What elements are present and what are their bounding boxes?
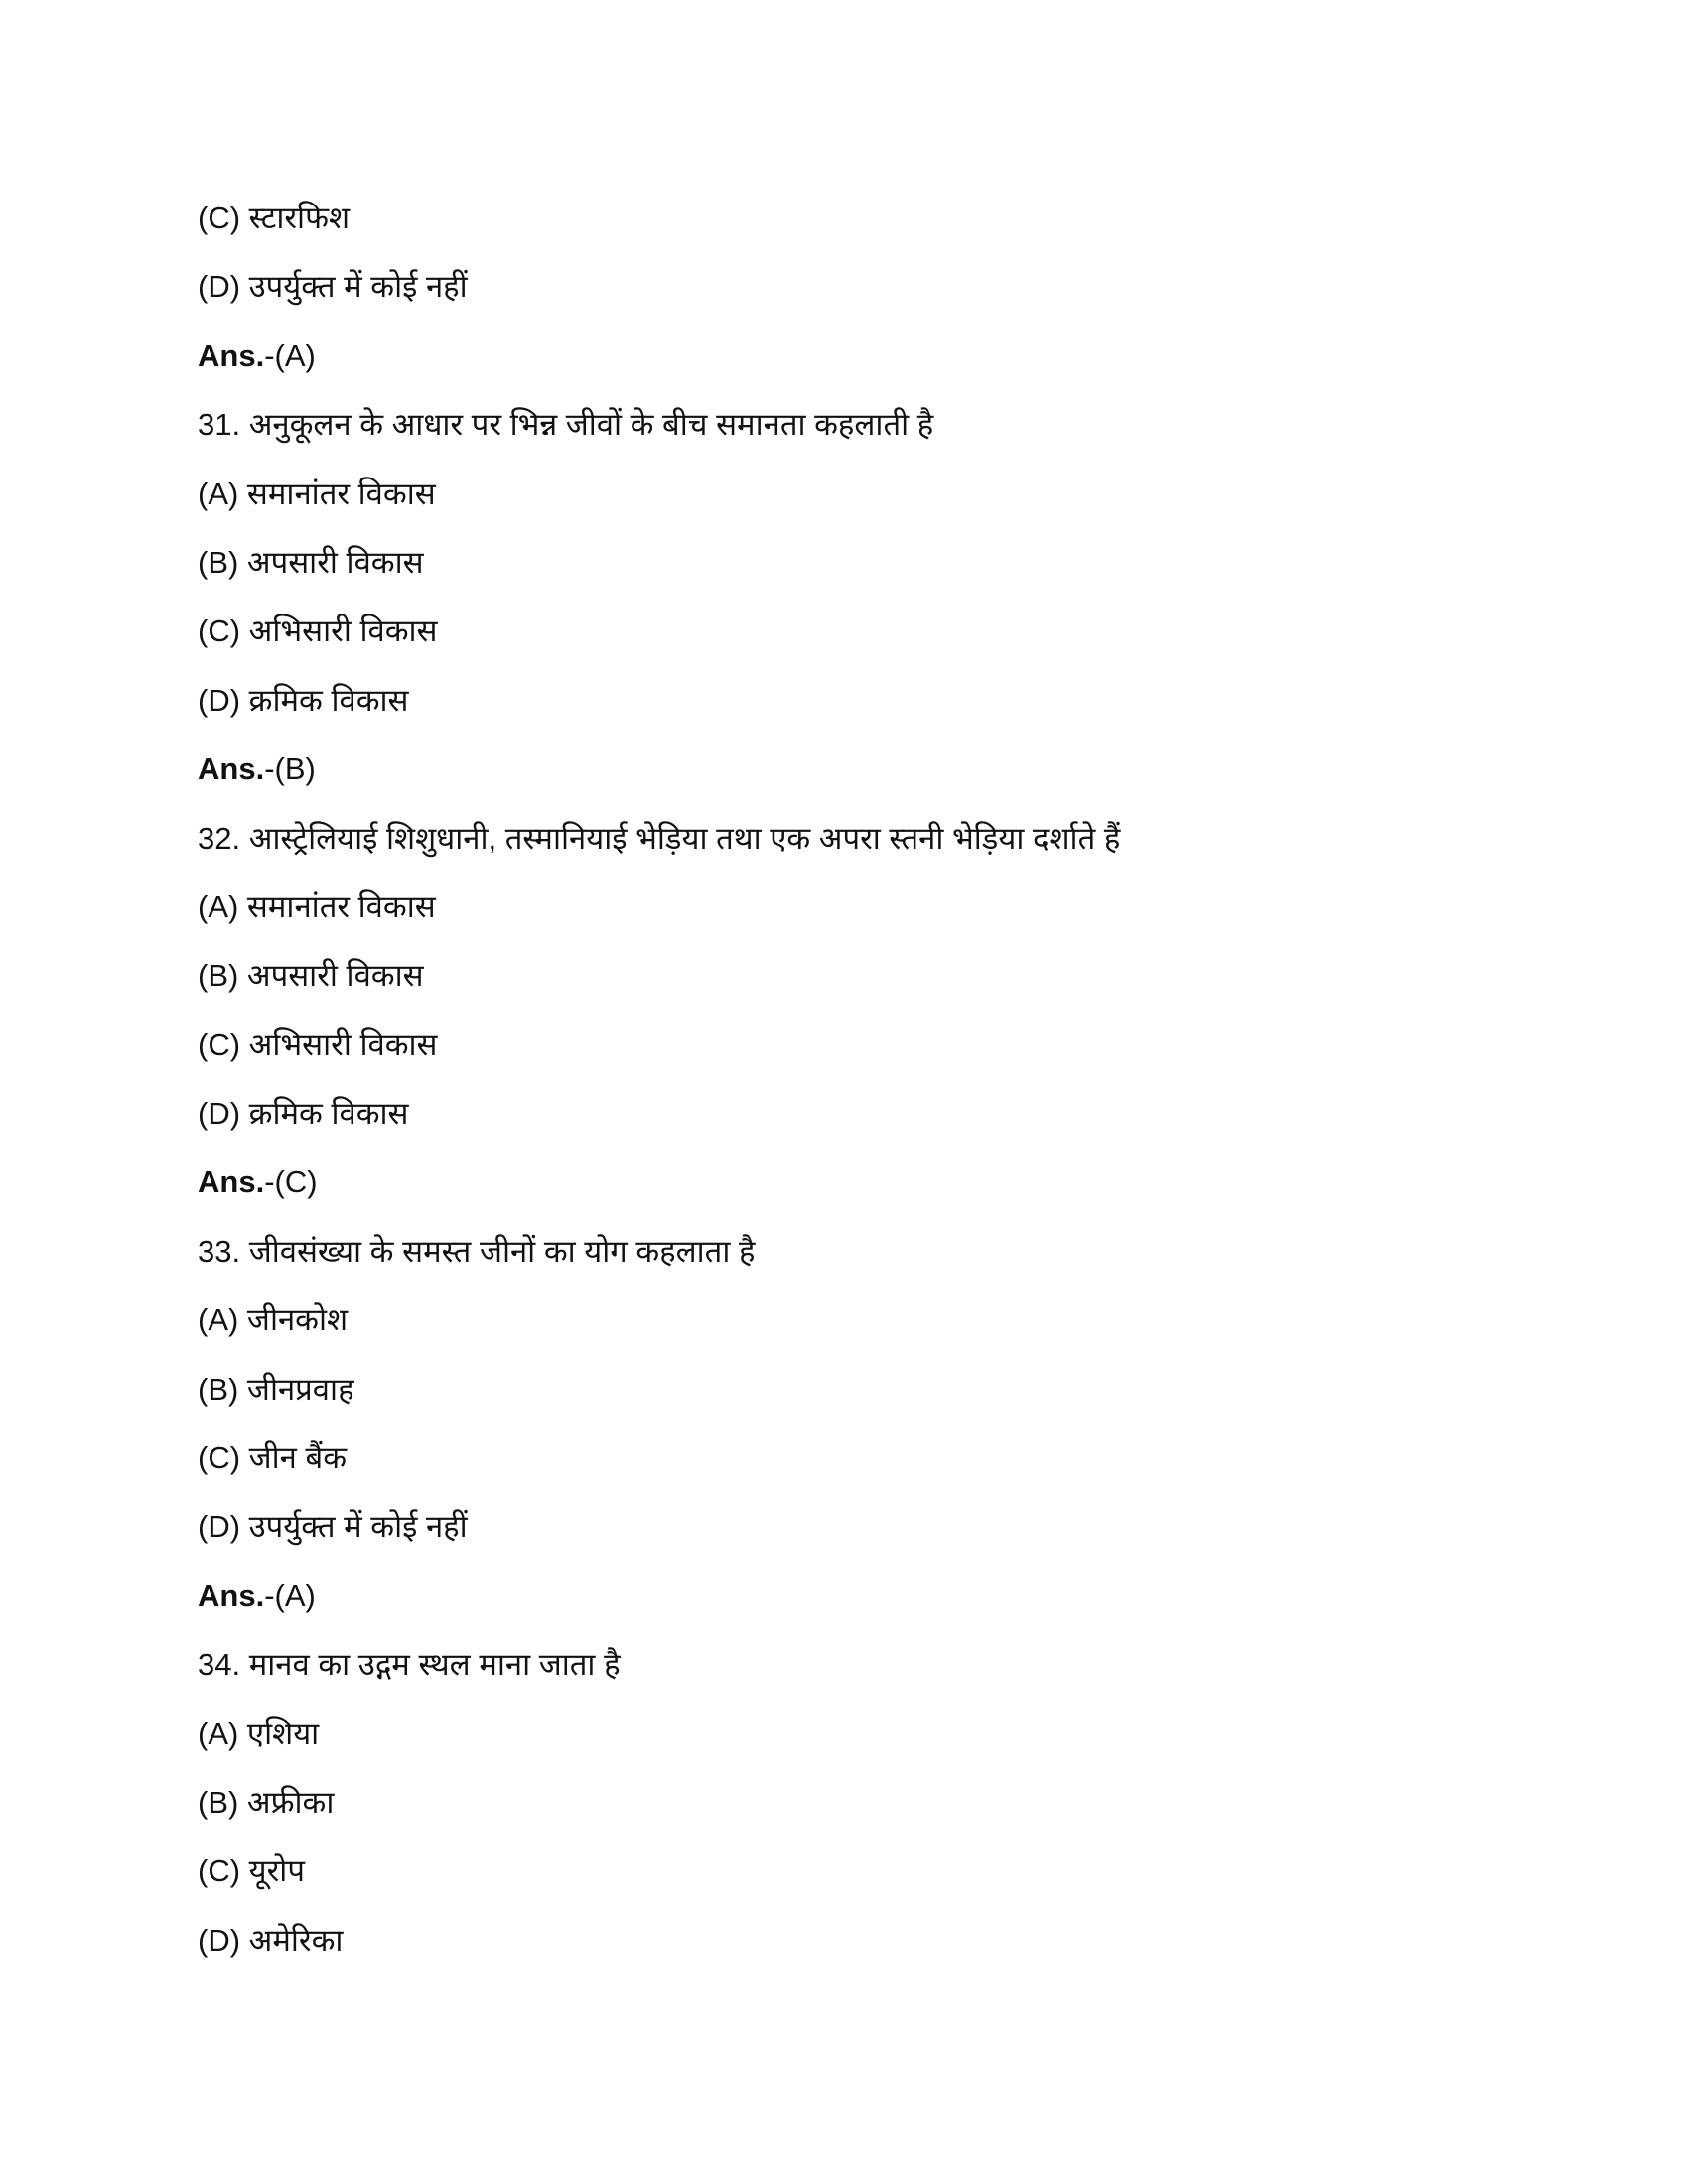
- option-text: (D) क्रमिक विकास: [198, 1096, 409, 1132]
- option-text: (D) अमेरिका: [198, 1922, 344, 1958]
- answer-line: [198, 322, 1488, 390]
- option-text: (C) स्टारफिश: [198, 201, 351, 235]
- answer-line: [198, 1148, 1488, 1216]
- option-text: (B) अपसारी विकास: [198, 544, 424, 580]
- option-text: (C) अभिसारी विकास: [198, 614, 438, 649]
- answer-label: Ans.: [198, 1164, 265, 1200]
- answer-label: Ans.: [198, 338, 265, 373]
- option-text: (D) क्रमिक विकास: [198, 682, 409, 718]
- question-text: 34. मानव का उद्गम स्थल माना जाता है: [198, 1647, 621, 1683]
- option-text: (C) यूरोप: [198, 1853, 305, 1889]
- answer-label: Ans.: [198, 751, 265, 787]
- answer-line: [198, 1562, 1488, 1630]
- option-text: (C) अभिसारी विकास: [198, 1026, 438, 1062]
- answer-label: Ans.: [198, 1577, 265, 1613]
- answer-line: [198, 735, 1488, 803]
- answer-value: -(C): [264, 1164, 318, 1200]
- option-text: (A) समानांतर विकास: [198, 476, 436, 511]
- option-text: (B) अफ्रीका: [198, 1784, 335, 1820]
- question-text: 33. जीवसंख्या के समस्त जीनों का योग कहलाता है: [198, 1233, 756, 1269]
- question-text: 31. अनुकूलन के आधार पर भिन्न जीवों के बीच समानता कहलाती है: [198, 407, 934, 443]
- option-text: (C) जीन बैंक: [198, 1440, 348, 1476]
- answer-value: -(B): [264, 751, 316, 787]
- option-text: (A) एशिया: [198, 1715, 320, 1751]
- answer-value: -(A): [264, 1577, 316, 1613]
- option-text: (B) अपसारी विकास: [198, 958, 424, 994]
- answer-value: -(A): [264, 338, 316, 373]
- option-text: (A) समानांतर विकास: [198, 888, 436, 924]
- option-text: (D) उपर्युक्त में कोई नहीं: [198, 1509, 468, 1545]
- question-text: 32. आस्ट्रेलियाई शिशुधानी, तस्मानियाई भेड़िया तथा एक अपरा स्तनी भेड़िया दर्शाते हैं: [198, 820, 1121, 856]
- document-body: [198, 184, 1488, 1975]
- option-text: (B) जीनप्रवाह: [198, 1371, 354, 1407]
- option-text: (A) जीनकोश: [198, 1302, 349, 1338]
- option-text: (D) उपर्युक्त में कोई नहीं: [198, 269, 468, 305]
